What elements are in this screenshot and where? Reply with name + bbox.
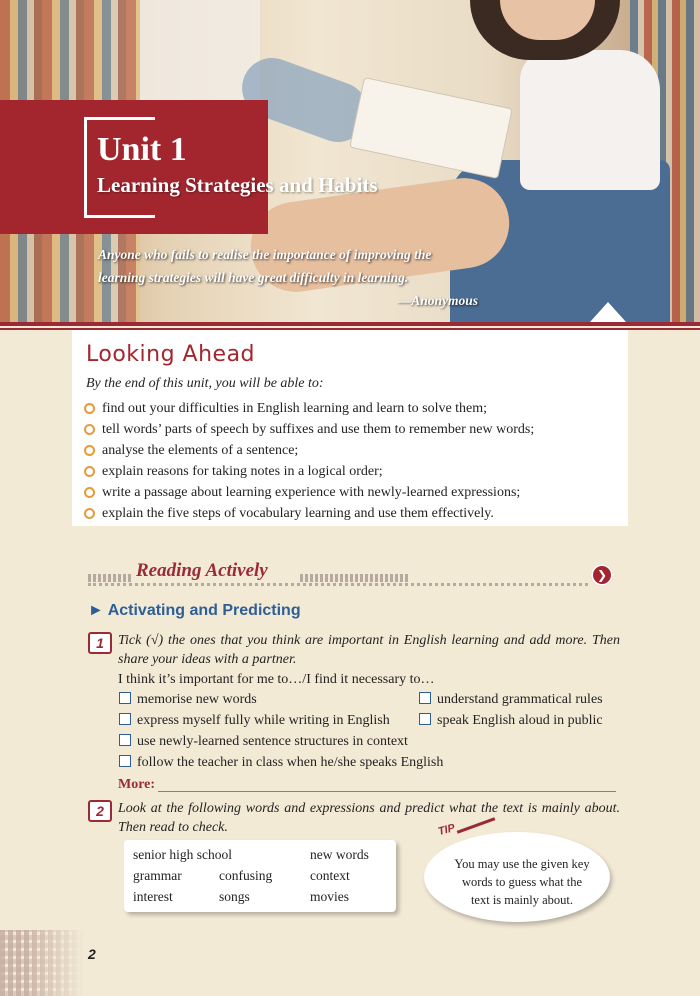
looking-ahead-intro: By the end of this unit, you will be able to:: [86, 376, 324, 391]
key-word: interest: [133, 889, 173, 904]
looking-ahead-title: Looking Ahead: [86, 342, 256, 367]
checkbox-icon[interactable]: [119, 755, 131, 767]
objective-text: tell words’ parts of speech by suffixes and use them to remember new words;: [102, 422, 535, 437]
bullet-icon: [84, 445, 95, 456]
key-word: context: [310, 868, 350, 883]
task-number-badge: 1: [88, 632, 112, 654]
checkbox-option[interactable]: [119, 734, 408, 750]
checkbox-option[interactable]: [119, 755, 443, 771]
bullet-icon: [84, 403, 95, 414]
key-word: grammar: [133, 868, 182, 883]
checkbox-option[interactable]: [119, 692, 257, 708]
quote-line: Anyone who fails to realise the importance of improving the: [98, 247, 432, 262]
key-word: movies: [310, 889, 349, 904]
looking-ahead-panel: [72, 330, 628, 526]
checkbox-option[interactable]: [419, 713, 603, 729]
objective-text: write a passage about learning experience with newly-learned expressions;: [102, 485, 521, 500]
checkbox-icon[interactable]: [419, 713, 431, 725]
bullet-icon: [84, 487, 95, 498]
objective-item: [84, 503, 534, 524]
objective-text: explain the five steps of vocabulary learning and use them effectively.: [102, 506, 494, 521]
bullet-icon: [84, 424, 95, 435]
checkbox-option[interactable]: [119, 713, 390, 729]
tip-text: You may use the given key words to guess what the text is mainly about.: [454, 857, 590, 907]
option-label: use newly-learned sentence structures in context: [137, 734, 408, 749]
open-book: [349, 77, 513, 179]
dotted-rule: [88, 583, 588, 586]
pixel-decoration: [0, 930, 85, 996]
objective-item: [84, 398, 534, 419]
reading-actively-header: [88, 560, 618, 590]
decorative-hatch: [300, 574, 410, 582]
task-number-badge: 2: [88, 800, 112, 822]
option-label: follow the teacher in class when he/she speaks English: [137, 755, 444, 770]
student-shirt: [520, 50, 660, 190]
checkbox-icon[interactable]: [119, 734, 131, 746]
unit-title: Unit 1: [97, 131, 187, 168]
more-label: More:: [118, 777, 156, 792]
pointer-triangle: [590, 302, 626, 322]
option-label: express myself fully while writing in English: [137, 713, 390, 728]
objective-text: analyse the elements of a sentence;: [102, 443, 299, 458]
bullet-icon: [84, 508, 95, 519]
key-word: senior high school: [133, 847, 232, 862]
objective-item: [84, 461, 534, 482]
divider-thick: [0, 322, 700, 326]
objective-text: explain reasons for taking notes in a logical order;: [102, 464, 383, 479]
checkbox-icon[interactable]: [119, 713, 131, 725]
checkbox-icon[interactable]: [119, 692, 131, 704]
task-instruction: Look at the following words and expressions and predict what the text is mainly about. Then read to check.: [118, 801, 620, 835]
option-label: speak English aloud in public: [437, 713, 603, 728]
unit-subtitle: Learning Strategies and Habits: [97, 173, 378, 197]
objectives-list: [84, 398, 534, 524]
subsection-title: ► Activating and Predicting: [88, 602, 301, 619]
chevron-down-icon[interactable]: ❯: [591, 564, 613, 586]
objective-item: [84, 440, 534, 461]
tip-label: TIP: [436, 821, 457, 839]
page-number: 2: [88, 946, 96, 962]
sentence-prompt: I think it’s important for me to…/I find it necessary to…: [118, 672, 435, 687]
decorative-hatch: [88, 574, 132, 582]
section-title: Reading Actively: [136, 560, 268, 581]
checkbox-icon[interactable]: [419, 692, 431, 704]
objective-item: [84, 482, 534, 503]
key-word: new words: [310, 847, 369, 862]
objective-text: find out your difficulties in English learning and learn to solve them;: [102, 401, 488, 416]
task-instruction: Tick (√) the ones that you think are important in English learning and add more. Then share your ideas with a partner.: [118, 633, 620, 667]
unit-quote: [98, 243, 478, 312]
quote-line: learning strategies will have great difficulty in learning.: [98, 270, 409, 285]
key-word: confusing: [219, 868, 273, 883]
checkbox-option[interactable]: [419, 692, 603, 708]
more-answer-line[interactable]: [158, 791, 616, 792]
option-label: understand grammatical rules: [437, 692, 603, 707]
key-words-box: [124, 840, 396, 912]
key-word: songs: [219, 889, 250, 904]
bullet-icon: [84, 466, 95, 477]
quote-author: —Anonymous: [397, 293, 478, 308]
option-label: memorise new words: [137, 692, 257, 707]
objective-item: [84, 419, 534, 440]
